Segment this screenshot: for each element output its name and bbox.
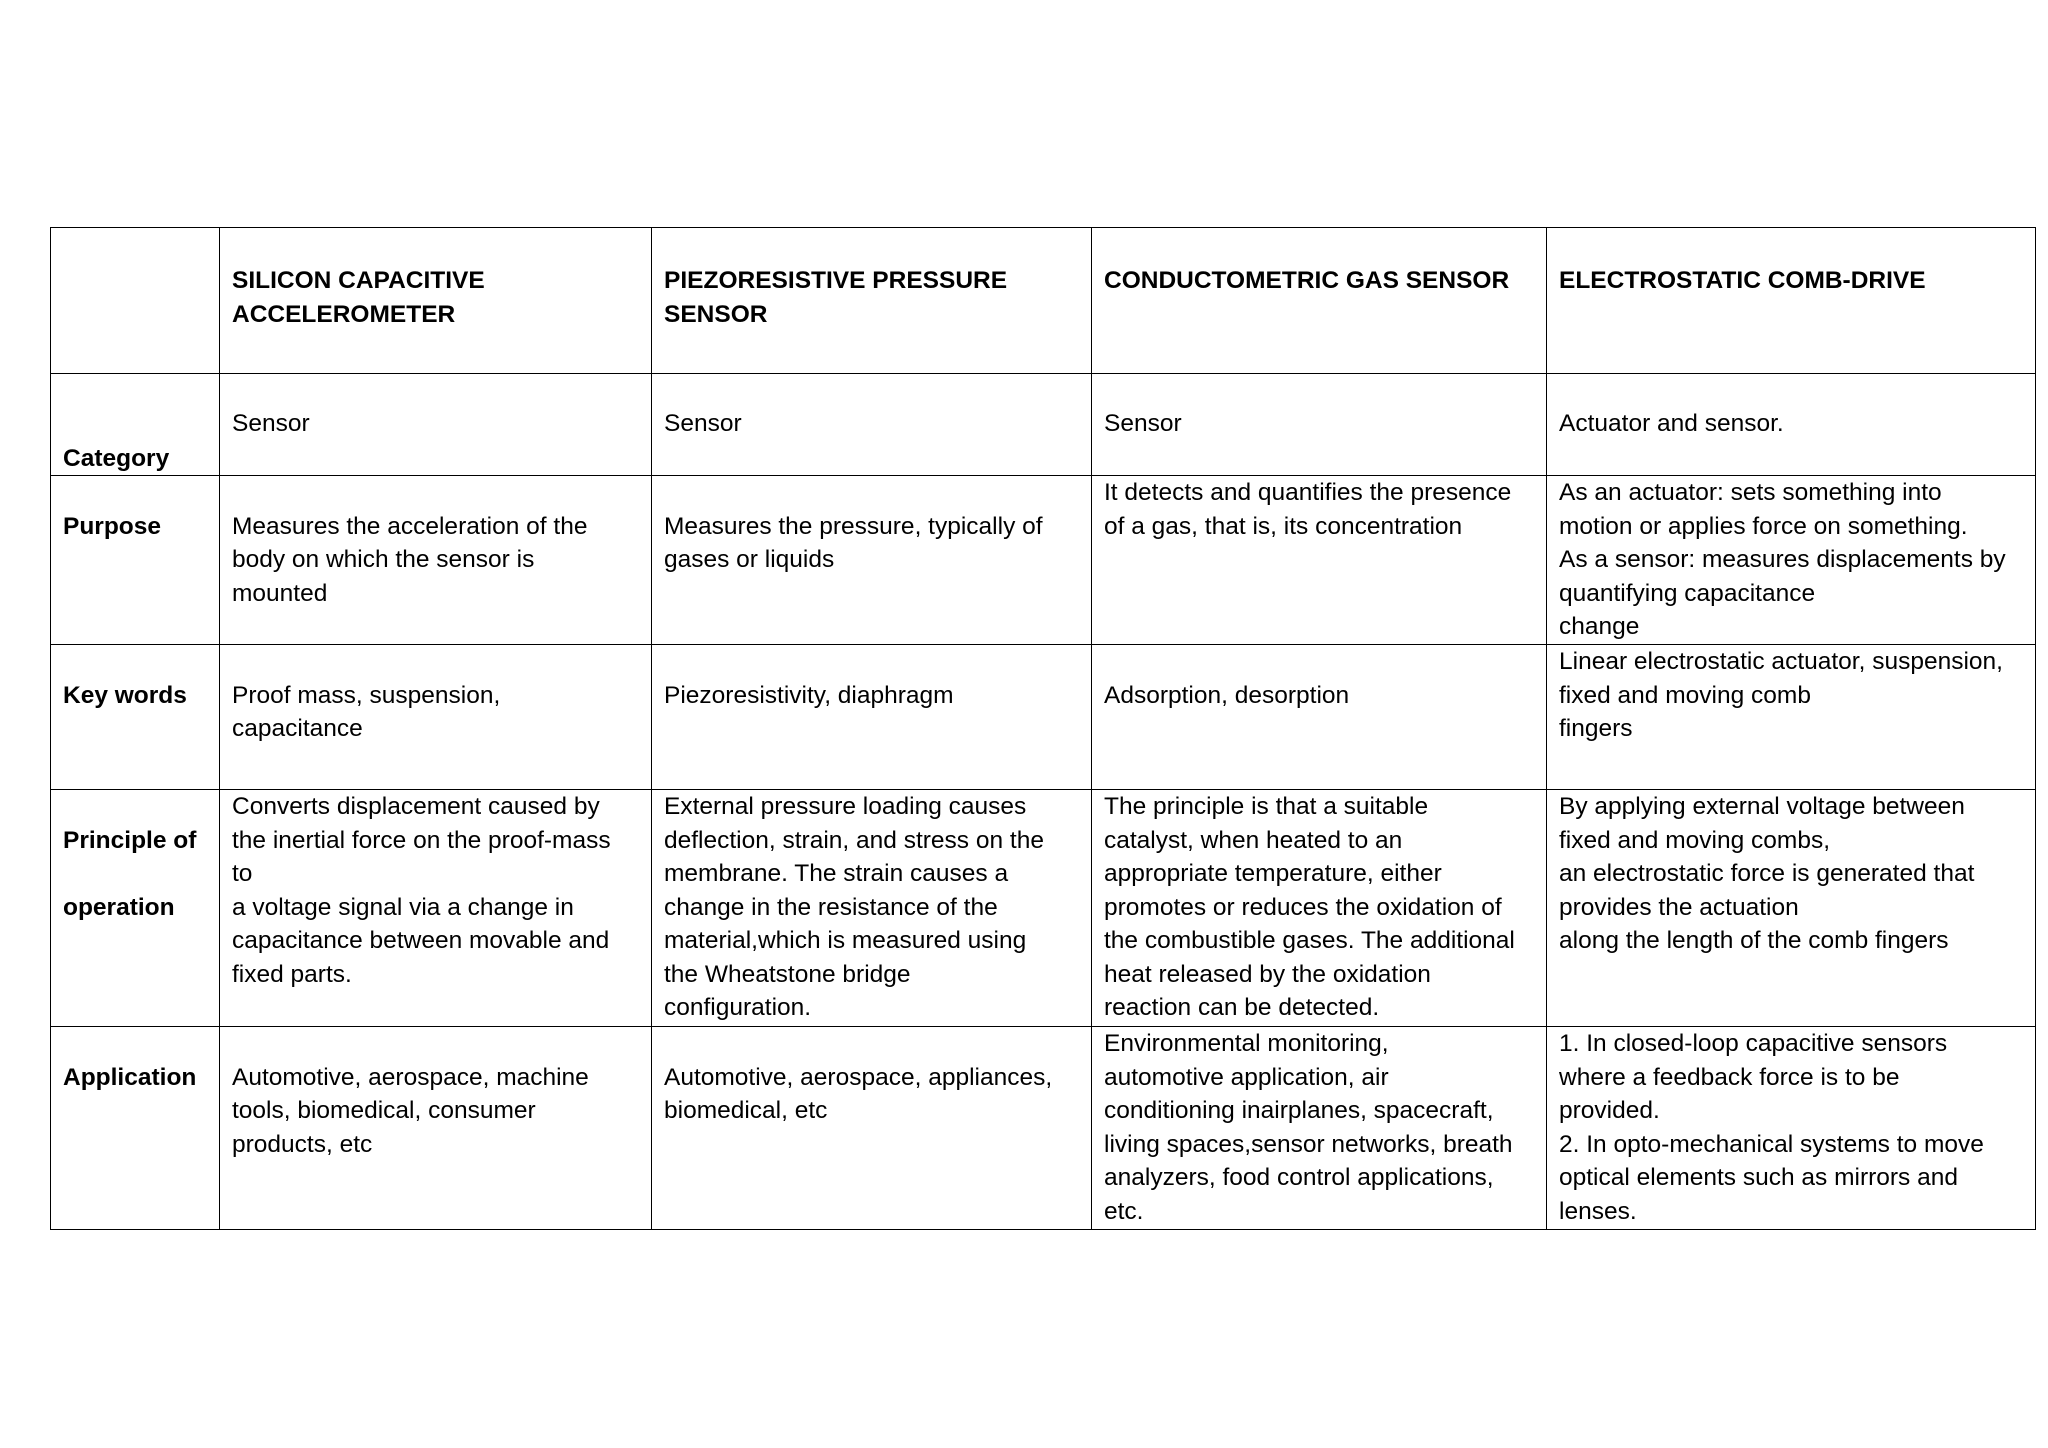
column-header: SILICON CAPACITIVE ACCELEROMETER [220,228,652,374]
table-cell: 1. In closed-loop capacitive sensors where a feedback force is to be provided. 2. In opto-mechanical systems to move optical elements such as mirrors and lenses. [1547,1027,2036,1230]
table-cell: Sensor [1092,374,1547,476]
table-cell: Proof mass, suspension, capacitance [220,645,652,790]
comparison-table [50,227,2036,1230]
row-header: Principle of operation [51,790,220,1027]
row-header: Key words [51,645,220,790]
table-cell: By applying external voltage between fixed and moving combs, an electrostatic force is generated that provides the actuation along the length of the comb fingers [1547,790,2036,1027]
corner-cell [51,228,220,374]
column-header: CONDUCTOMETRIC GAS SENSOR [1092,228,1547,374]
table-cell: Converts displacement caused by the inertial force on the proof-mass to a voltage signal via a change in capacitance between movable and fixed parts. [220,790,652,1027]
table-cell: Adsorption, desorption [1092,645,1547,790]
table-cell: It detects and quantifies the presence of a gas, that is, its concentration [1092,476,1547,645]
category-row [51,374,2036,476]
column-header: PIEZORESISTIVE PRESSURE SENSOR [652,228,1092,374]
table-cell: Actuator and sensor. [1547,374,2036,476]
table-cell: Sensor [220,374,652,476]
table-cell: Linear electrostatic actuator, suspension, fixed and moving comb fingers [1547,645,2036,790]
table-cell: Measures the pressure, typically of gases or liquids [652,476,1092,645]
keywords-row [51,645,2036,790]
column-header: ELECTROSTATIC COMB-DRIVE [1547,228,2036,374]
table-cell: External pressure loading causes deflection, strain, and stress on the membrane. The strain causes a change in the resistance of the material,which is measured using the Wheatstone bridge configuration. [652,790,1092,1027]
table-cell: Automotive, aerospace, appliances, biomedical, etc [652,1027,1092,1230]
table-cell: The principle is that a suitable catalyst, when heated to an appropriate temperature, either promotes or reduces the oxidation of the combustible gases. The additional heat released by the oxidation reaction can be detected. [1092,790,1547,1027]
table-cell: Sensor [652,374,1092,476]
table-cell: Measures the acceleration of the body on which the sensor is mounted [220,476,652,645]
header-row [51,228,2036,374]
row-header: Purpose [51,476,220,645]
table-cell: As an actuator: sets something into motion or applies force on something. As a sensor: measures displacements by quantifying capacitance change [1547,476,2036,645]
principle-row [51,790,2036,1027]
application-row [51,1027,2036,1230]
row-header: Category [51,374,220,476]
table-cell: Piezoresistivity, diaphragm [652,645,1092,790]
table-cell: Environmental monitoring, automotive application, air conditioning inairplanes, spacecraft, living spaces,sensor networks, breath analyzers, food control applications, etc. [1092,1027,1547,1230]
purpose-row [51,476,2036,645]
row-header: Application [51,1027,220,1230]
table-cell: Automotive, aerospace, machine tools, biomedical, consumer products, etc [220,1027,652,1230]
